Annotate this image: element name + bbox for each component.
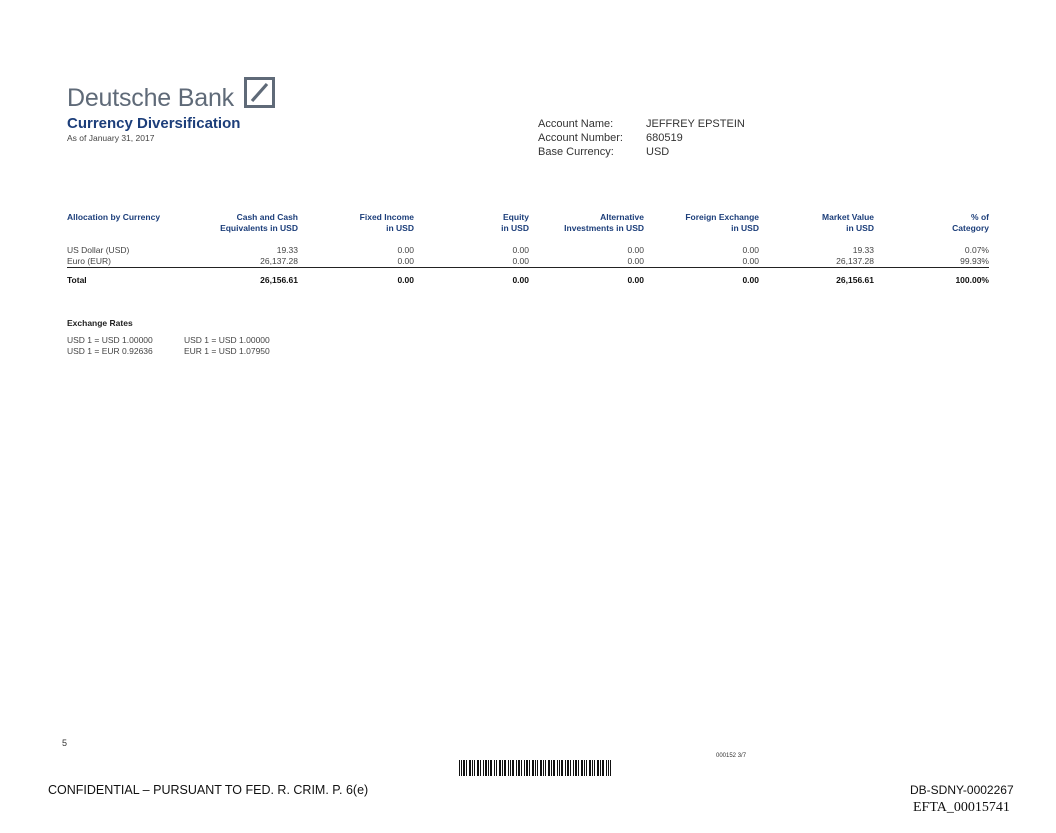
total-fixed-income: 0.00 bbox=[397, 275, 414, 285]
bates-number-efta: EFTA_00015741 bbox=[913, 800, 1010, 815]
base-currency-label: Base Currency: bbox=[538, 146, 614, 158]
row-eur-cash: 26,137.28 bbox=[260, 256, 298, 266]
total-percent: 100.00% bbox=[955, 275, 989, 285]
row-usd-cash: 19.33 bbox=[276, 245, 298, 255]
col-header-fixed-income: Fixed Income in USD bbox=[359, 212, 414, 233]
brand-name: Deutsche Bank bbox=[67, 84, 234, 112]
col-header-alternative: Alternative Investments in USD bbox=[564, 212, 644, 233]
account-info bbox=[538, 117, 745, 159]
total-fx: 0.00 bbox=[742, 275, 759, 285]
row-eur-market-value: 26,137.28 bbox=[836, 256, 874, 266]
row-eur-alternative: 0.00 bbox=[627, 256, 644, 266]
row-usd-fx: 0.00 bbox=[742, 245, 759, 255]
row-usd-equity: 0.00 bbox=[512, 245, 529, 255]
row-usd-market-value: 19.33 bbox=[852, 245, 874, 255]
total-label: Total bbox=[67, 275, 87, 285]
row-eur-fx: 0.00 bbox=[742, 256, 759, 266]
report-title: Currency Diversification bbox=[67, 115, 241, 132]
total-equity: 0.00 bbox=[512, 275, 529, 285]
row-usd-fixed-income: 0.00 bbox=[397, 245, 414, 255]
row-eur-currency: Euro (EUR) bbox=[67, 256, 111, 266]
total-cash: 26,156.61 bbox=[260, 275, 298, 285]
table-total-divider bbox=[67, 267, 989, 268]
exchange-rates-title: Exchange Rates bbox=[67, 318, 133, 328]
bates-number-db: DB-SDNY-0002267 bbox=[910, 783, 1014, 797]
row-eur-percent: 99.93% bbox=[960, 256, 989, 266]
total-market-value: 26,156.61 bbox=[836, 275, 874, 285]
barcode-icon bbox=[459, 760, 611, 776]
row-eur-equity: 0.00 bbox=[512, 256, 529, 266]
row-eur-fixed-income: 0.00 bbox=[397, 256, 414, 266]
account-name-value: JEFFREY EPSTEIN bbox=[646, 118, 745, 130]
exchange-rates-right: USD 1 = USD 1.00000 EUR 1 = USD 1.07950 bbox=[184, 335, 270, 356]
row-usd-currency: US Dollar (USD) bbox=[67, 245, 130, 255]
total-alternative: 0.00 bbox=[627, 275, 644, 285]
deutsche-bank-logo-icon bbox=[244, 77, 275, 108]
row-usd-alternative: 0.00 bbox=[627, 245, 644, 255]
base-currency-value: USD bbox=[646, 146, 670, 158]
account-number-label: Account Number: bbox=[538, 132, 623, 144]
barcode-id: 000152 3/7 bbox=[716, 753, 747, 759]
exchange-rates-left: USD 1 = USD 1.00000 USD 1 = EUR 0.92636 bbox=[67, 335, 153, 356]
col-header-equity: Equity in USD bbox=[501, 212, 529, 233]
col-header-market-value: Market Value in USD bbox=[822, 212, 874, 233]
col-header-allocation: Allocation by Currency bbox=[67, 212, 161, 222]
confidential-notice: CONFIDENTIAL – PURSUANT TO FED. R. CRIM. P. 6(e) bbox=[48, 783, 369, 797]
account-number-value: 680519 bbox=[646, 132, 683, 144]
col-header-percent-category: % of Category bbox=[952, 212, 989, 233]
col-header-cash: Cash and Cash Equivalents in USD bbox=[220, 212, 298, 233]
account-name-label: Account Name: bbox=[538, 118, 614, 130]
row-usd-percent: 0.07% bbox=[964, 245, 989, 255]
as-of-date: As of January 31, 2017 bbox=[67, 133, 155, 143]
page-number: 5 bbox=[62, 738, 68, 748]
col-header-foreign-exchange: Foreign Exchange in USD bbox=[685, 212, 759, 233]
